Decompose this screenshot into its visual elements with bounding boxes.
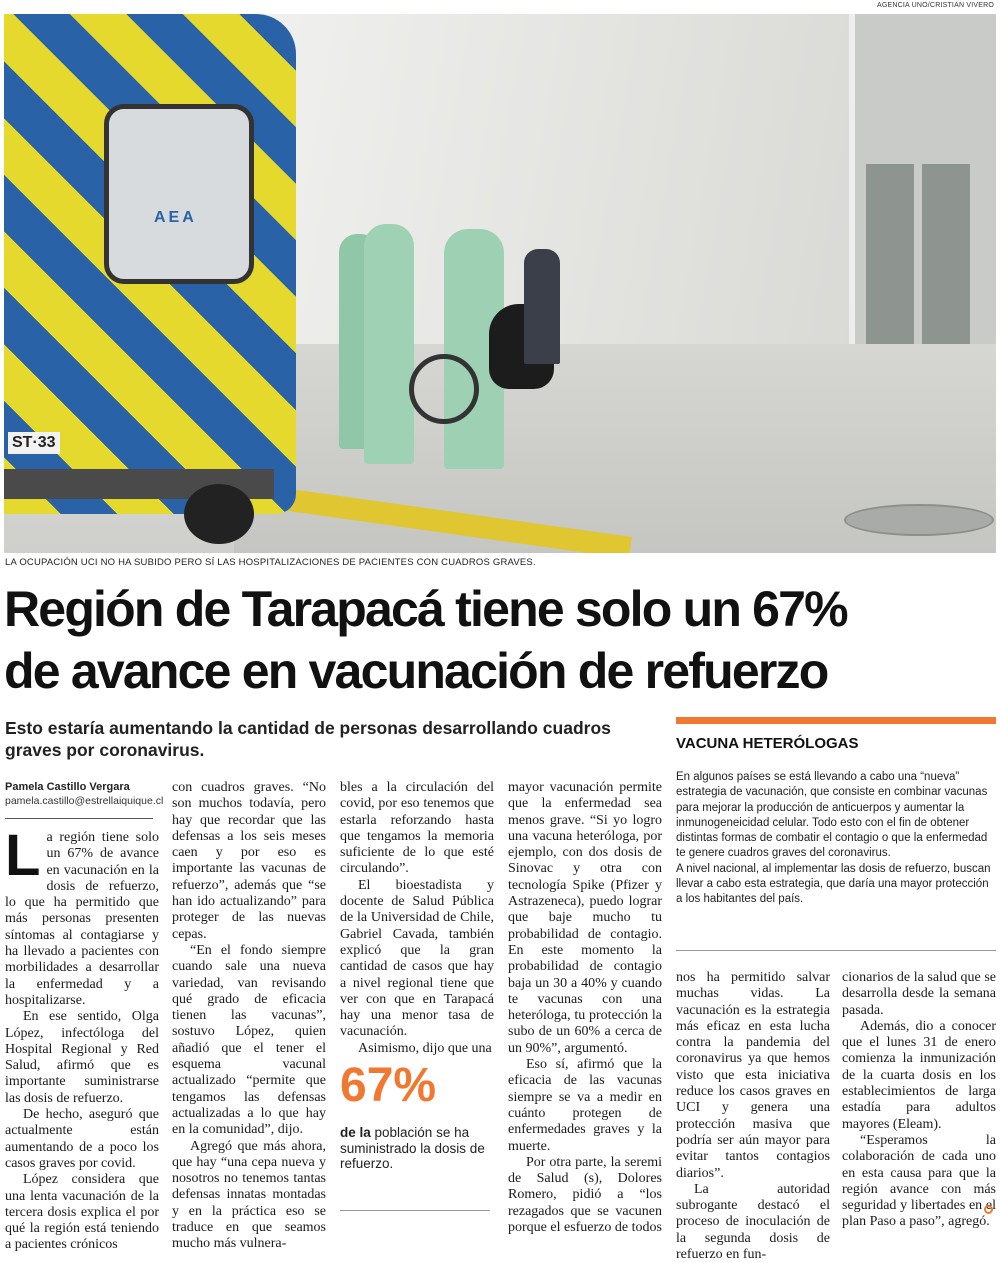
paragraph: De hecho, aseguró que actualmente están aumentando de a poco los casos graves por covid. — [5, 1107, 159, 1171]
glass-panel — [866, 164, 914, 354]
article-column-3 — [340, 780, 494, 1057]
paragraph: nos ha permitido salvar muchas vidas. La vacunación es la estrategia más eficaz en esta lucha contra la pandemia del coronavirus ya que hemos visto que esta iniciativa reduce los casos graves en UCI y genera una protección masiva que podría ser aún mayor para evitar tantos contagios diarios”. — [676, 970, 830, 1181]
sidebar-divider — [676, 950, 996, 951]
callout-divider — [340, 1210, 490, 1211]
author-name: Pamela Castillo Vergara — [5, 781, 130, 793]
paragraph: cionarios de la salud que se desarrolla desde la semana pasada. — [842, 970, 996, 1018]
end-of-article-icon — [984, 1205, 993, 1214]
ambulance-logo-text: AEA — [154, 209, 197, 226]
paragraph: bles a la circulación del covid, por eso tenemos que estarla reforzando hasta que tengamos la memoria suficiente de lo que esté circulando”. — [340, 780, 494, 877]
manhole-cover — [844, 504, 994, 536]
paragraph: Además, dio a conocer que el lunes 31 de enero comienza la inmunización de la cuarta dosis en los establecimientos de larga estadía para adultos mayores (Eleam). — [842, 1018, 996, 1132]
wheelchair — [409, 354, 479, 424]
paragraph: con cuadros graves. “No son muchos todavía, pero hay que recordar que las defensas a los seis meses caen y por eso es importante las vacunas de refuerzo”, además que “se han ido actualizando” para proteger de las nuevas cepas. — [172, 780, 326, 942]
paragraph: Asimismo, dijo que una — [358, 1040, 492, 1056]
paragraph: Eso sí, afirmó que la eficacia de las vacunas siempre se va a medir en cuánto protegen de enfermedades graves y la muerte. — [508, 1057, 662, 1154]
callout-figure: 67% — [340, 1059, 437, 1112]
author-email[interactable]: pamela.castillo@estrellaiquique.cl — [5, 795, 164, 807]
photo-caption: LA OCUPACIÓN UCI NO HA SUBIDO PERO SÍ LAS HOSPITALIZACIONES DE PACIENTES CON CUADROS GRAVES. — [5, 557, 536, 568]
health-worker — [364, 224, 414, 464]
paragraph: “En el fondo siempre cuando sale una nueva variedad, van revisando qué grado de eficacia tienen las vacunas”, sostuvo López, quien añadió que el tener el esquema vacunal actualizado “permite que tengamos las defensas actualizadas a lo que hay en la comunidad”, dijo. — [172, 942, 326, 1138]
license-plate: ST·33 — [8, 432, 60, 454]
sidebar-text — [676, 770, 994, 908]
article-column-2 — [172, 780, 326, 1253]
paragraph: Por otra parte, la seremi de Salud (s), Dolores Romero, pidió a “los rezagados que se vacunen porque el esfuerzo de todos — [508, 1154, 662, 1236]
ambulance-window — [104, 104, 254, 284]
headline-line-2: de avance en vacunación de refuerzo — [4, 643, 828, 699]
paragraph: mayor vacunación permite que la enfermedad sea menos grave. “Si yo logro una vacuna heteróloga, por ejemplo, con dos dosis de Sinovac y otra con tecnología Spike (Pfizer y Astrazeneca), puedo lograr que baje mucho tu probabilidad de contagio. En este momento la probabilidad de contagio baja un 30 a 40% y cuando te vacunas con una heteróloga, tu protección la subo de un 60% a cerca de un 90%”, argumentó. — [508, 780, 662, 1056]
person-standing — [524, 249, 560, 364]
callout-text: de la población se ha suministrado la dosis de refuerzo. — [340, 1125, 485, 1171]
paragraph: La autoridad subrogante destacó el proceso de inoculación de la segunda dosis de refuerzo en fun- — [676, 1181, 830, 1263]
headline-line-1: Región de Tarapacá tiene solo un 67% — [4, 581, 847, 637]
callout-bold: de la — [340, 1125, 371, 1140]
paragraph: La región tiene solo un 67% de avance en vacunación en la dosis de refuerzo, lo que ha permitido que más personas presenten síntomas al contagiarse y ha llevado a pacientes con morbilidades a desarrollar la enfermedad y a hospitalizarse. — [5, 823, 159, 1008]
paragraph: “Esperamos la colaboración de cada uno en esta causa para que la región avance con más seguridad y libertades en el plan Paso a paso”, agregó. — [842, 1132, 996, 1230]
subheadline: Esto estaría aumentando la cantidad de personas desarrollando cuadros graves por coronavirus. — [5, 718, 611, 760]
article-column-1 — [5, 823, 159, 1254]
paragraph: El bioestadista y docente de Salud Pública de la Universidad de Chile, Gabriel Cavada, también explicó que la gran cantidad de casos que hay a nivel regional tiene que ver con que en Tarapacá hay una menor tasa de vacunación. — [340, 877, 494, 1040]
article-column-4 — [508, 780, 662, 1236]
sidebar-accent-bar — [676, 717, 996, 724]
paragraph: López considera que una lenta vacunación de la tercera dosis explica el por qué la región está teniendo a pacientes crónicos — [5, 1172, 159, 1253]
paragraph: En ese sentido, Olga López, infectóloga del Hospital Regional y Red Salud, afirmó que es importante suministrarse las dosis de refuerzo. — [5, 1009, 159, 1106]
sidebar-paragraph: A nivel nacional, al implementar las dosis de refuerzo, buscan llevar a cabo esta estrategia, que daría una mayor protección a los habitantes del país. — [676, 862, 991, 906]
headline — [4, 578, 847, 702]
article-photo — [4, 14, 996, 553]
photo-credit: AGENCIA UNO/CRISTIAN VIVERO — [876, 2, 994, 9]
article-column-5 — [676, 970, 830, 1263]
paragraph: Agregó que más ahora, que hay “una cepa nueva y nosotros no tenemos tantas defensas innatas montadas y en la práctica eso se traduce en que seamos mucho más vulnera- — [172, 1138, 326, 1252]
sidebar-paragraph: En algunos países se está llevando a cabo una “nueva” estrategia de vacunación, que consiste en combinar vacunas para mejorar la producción de anticuerpos y aumentar la inmunogeneicidad celular. Todo esto con el fin de obtener distintas formas de combatir el contagio o que la enfermedad te genere cuadros graves del coronavirus. — [676, 771, 988, 860]
drop-cap: L — [5, 823, 41, 888]
sidebar-title: VACUNA HETERÓLOGAS — [676, 735, 859, 752]
article-column-6 — [842, 970, 996, 1231]
ambulance-wheel — [184, 484, 254, 544]
glass-panel — [922, 164, 970, 354]
byline-divider — [5, 818, 153, 819]
